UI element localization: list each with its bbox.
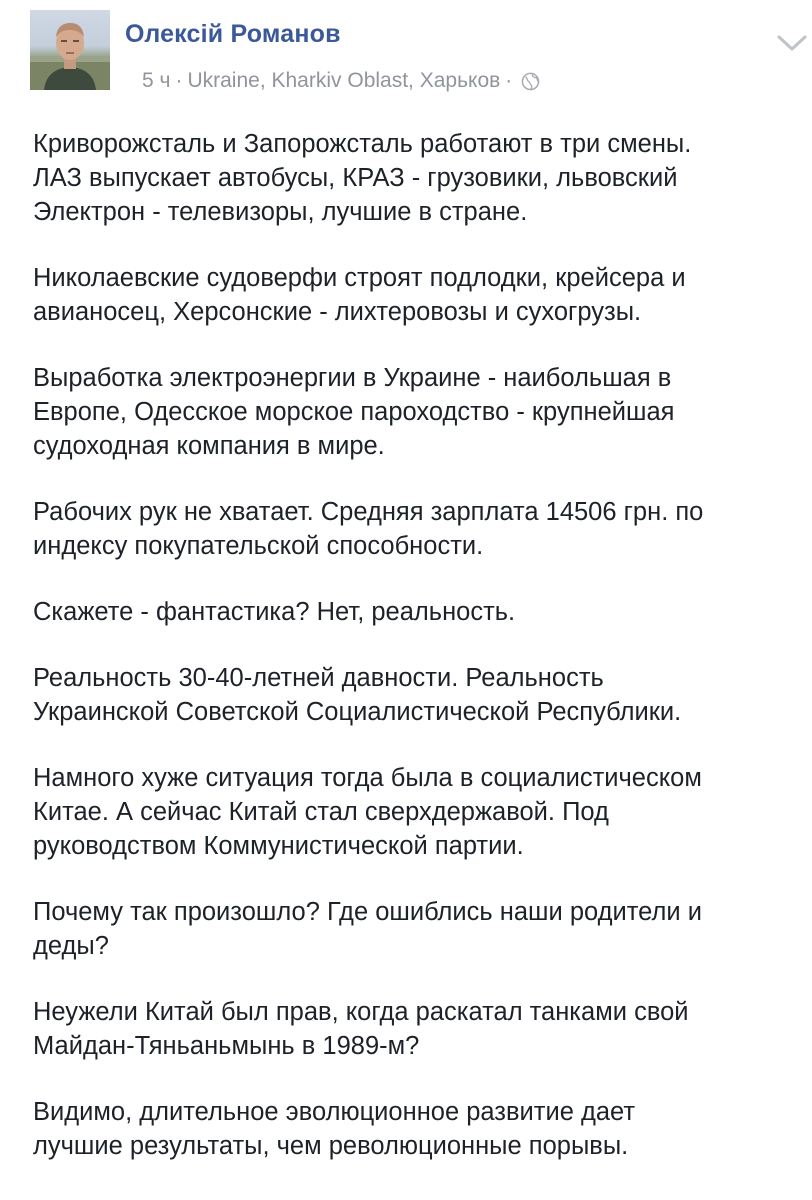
avatar[interactable] [30, 10, 110, 90]
text-line: Николаевские судоверфи строят подлодки, крейсера и [33, 264, 686, 292]
text-line: Скажете - фантастика? Нет, реальность. [33, 598, 516, 626]
text-line: Неужели Китай был прав, когда раскатал танками свой [33, 998, 689, 1026]
globe-icon[interactable] [521, 72, 540, 91]
text-line: руководством Коммунистической партии. [33, 832, 524, 860]
text-line: Украинской Советской Социалистической Республики. [33, 698, 682, 726]
post-paragraph [33, 495, 803, 563]
post-paragraph [33, 995, 803, 1063]
post-meta [142, 69, 540, 93]
text-line: Китае. А сейчас Китай стал сверхдержавой. Под [33, 798, 609, 826]
post-paragraph [33, 261, 803, 329]
post-location[interactable]: Ukraine, Kharkiv Oblast, Харьков [187, 69, 501, 92]
post-paragraph [33, 895, 803, 963]
post-paragraph [33, 127, 803, 229]
post-paragraph [33, 661, 803, 729]
text-line: деды? [33, 932, 109, 960]
post-paragraph [33, 1095, 803, 1163]
post-paragraph [33, 595, 803, 629]
text-line: Майдан-Тяньаньмынь в 1989-м? [33, 1032, 420, 1060]
text-line: Рабочих рук не хватает. Средняя зарплата 14506 грн. по [33, 498, 704, 526]
text-line: Европе, Одесское морское пароходство - крупнейшая [33, 398, 675, 426]
post-body [33, 127, 803, 1195]
text-line: Выработка электроэнергии в Украине - наибольшая в [33, 364, 672, 392]
text-line: Почему так произошло? Где ошиблись наши родители и [33, 898, 702, 926]
chevron-down-icon[interactable] [775, 32, 809, 54]
meta-separator: · [505, 69, 513, 92]
author-name[interactable]: Олексій Романов [125, 20, 341, 48]
text-line: лучшие результаты, чем революционные порывы. [33, 1132, 629, 1160]
text-line: Электрон - телевизоры, лучшие в стране. [33, 198, 528, 226]
post-time[interactable]: 5 ч [142, 69, 171, 92]
text-line: авианосец, Херсонские - лихтеровозы и сухогрузы. [33, 298, 642, 326]
text-line: Намного хуже ситуация тогда была в социалистическом [33, 764, 702, 792]
post-header [30, 10, 812, 92]
text-line: Видимо, длительное эволюционное развитие дает [33, 1098, 636, 1126]
avatar-photo-icon [30, 10, 110, 90]
post-paragraph [33, 361, 803, 463]
text-line: судоходная компания в мире. [33, 432, 385, 460]
text-line: ЛАЗ выпускает автобусы, КРАЗ - грузовики, львовский [33, 164, 678, 192]
text-line: Реальность 30-40-летней давности. Реальность [33, 664, 604, 692]
meta-separator: · [175, 69, 183, 92]
post-paragraph [33, 761, 803, 863]
text-line: индексу покупательской способности. [33, 532, 484, 560]
text-line: Криворожсталь и Запорожсталь работают в три смены. [33, 130, 692, 158]
